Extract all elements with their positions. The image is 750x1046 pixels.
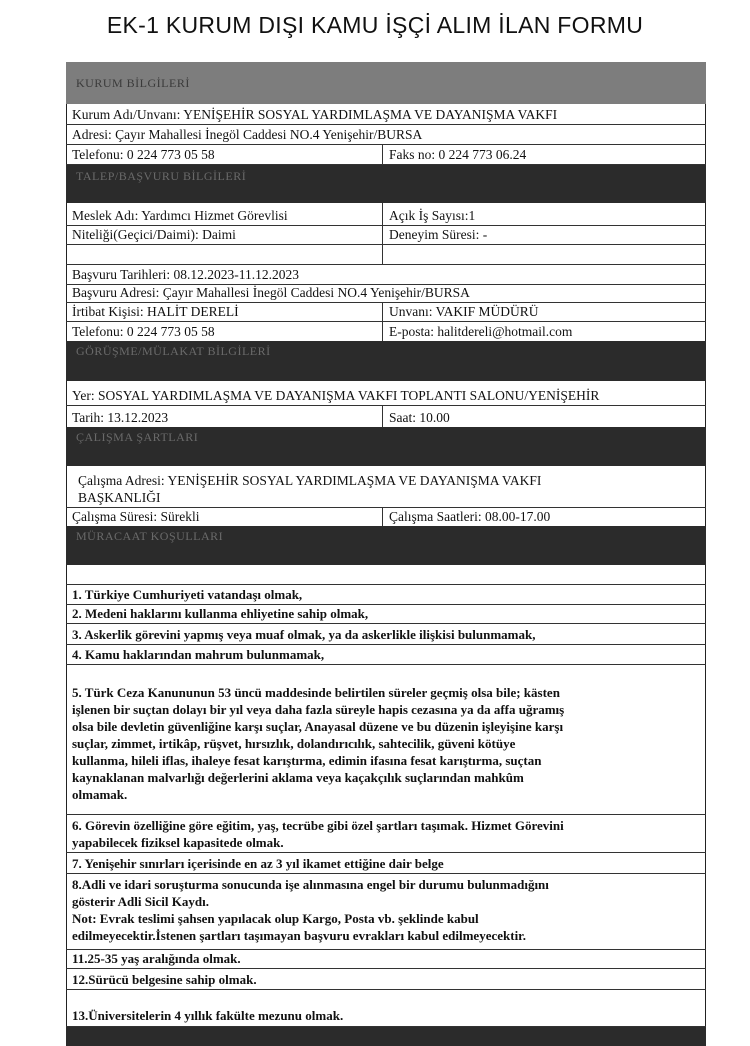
- gorusme-yer-row: [66, 381, 706, 406]
- kosul-8-note: Not: Evrak teslimi şahsen yapılacak olup Kargo, Posta vb. şeklinde kabul: [72, 911, 479, 926]
- kosul-8-text: [72, 876, 549, 944]
- kosul-5-line: kaynaklanan malvarlığı değerlerini aklama veya kaçakçılık suçlarından mahkûm: [72, 770, 524, 785]
- basvuru-telefon: Telefonu: 0 224 773 05 58: [72, 324, 215, 339]
- irtibat-row: [66, 303, 706, 322]
- kurum-faks: Faks no: 0 224 773 06.24: [382, 145, 706, 164]
- calisma-adresi: [66, 466, 706, 507]
- kurum-adi-row: [66, 104, 706, 125]
- niteligi: Niteliği(Geçici/Daimi): Daimi: [72, 227, 236, 242]
- meslek-row: [66, 203, 706, 226]
- section-talep-label: TALEP/BAŞVURU BİLGİLERİ: [76, 169, 247, 183]
- kurum-telefon-row: [66, 145, 706, 165]
- basvuru-adres-row: [66, 285, 706, 303]
- basvuru-adresi: Başvuru Adresi: Çayır Mahallesi İnegöl Caddesi NO.4 Yenişehir/BURSA: [72, 285, 470, 300]
- iletisim-row: [66, 322, 706, 341]
- calisma-adres-row: [66, 466, 706, 508]
- calisma-suresi: Çalışma Süresi: Sürekli: [72, 509, 200, 524]
- kurum-adi: Kurum Adı/Unvanı: YENİŞEHİR SOSYAL YARDIMLAŞMA VE DAYANIŞMA VAKFI: [72, 107, 558, 122]
- empty-cell-left: [66, 245, 382, 264]
- kosul-6-line: yapabilecek fiziksel kapasitede olmak.: [72, 835, 284, 850]
- kurum-adres: Adresi: Çayır Mahallesi İnegöl Caddesi NO.4 Yenişehir/BURSA: [72, 127, 423, 142]
- section-kurum-label: KURUM BİLGİLERİ: [76, 75, 190, 90]
- basvuru-tarihleri: Başvuru Tarihleri: 08.12.2023-11.12.2023: [72, 267, 300, 282]
- section-calisma-label: ÇALIŞMA ŞARTLARI: [76, 430, 199, 444]
- kosul-7: 7. Yenişehir sınırları içerisinde en az 3 yıl ikamet ettiğine dair belge: [66, 853, 706, 874]
- gorusme-yer: Yer: SOSYAL YARDIMLAŞMA VE DAYANIŞMA VAKFI TOPLANTI SALONU/YENİŞEHİR: [72, 388, 600, 403]
- kosul-2: 2. Medeni haklarını kullanma ehliyetine sahip olmak,: [66, 605, 706, 624]
- muracaat-spacer: [66, 565, 706, 585]
- section-muracaat-label: MÜRACAAT KOŞULLARI: [76, 529, 224, 543]
- section-muracaat-header: [66, 526, 706, 565]
- calisma-adresi-line-2: BAŞKANLIĞI: [78, 490, 161, 505]
- kosul-3: 3. Askerlik görevini yapmış veya muaf olmak, ya da askerlikle ilişkisi bulunmamak,: [66, 624, 706, 645]
- kosul-8-line: gösterir Adli Sicil Kaydı.: [72, 894, 209, 909]
- deneyim-suresi: Deneyim Süresi: -: [382, 226, 706, 244]
- kosul-6-line: 6. Görevin özelliğine göre eğitim, yaş, tecrübe gibi özel şartları taşımak. Hizmet Görevini: [72, 818, 564, 833]
- kosul-4: 4. Kamu haklarından mahrum bulunmamak,: [66, 645, 706, 665]
- kosul-5-line: 5. Türk Ceza Kanununun 53 üncü maddesinde belirtilen süreler geçmiş olsa bile; kästen: [72, 685, 560, 700]
- kosul-8-note: edilmeyecektir.İstenen şartları taşımayan başvuru evrakları kabul edilmeyecektir.: [72, 928, 527, 943]
- kosul-5-line: kullanma, hileli iflas, ihaleye fesat karıştırma, edimin ifasına fesat karıştırma, suçtan: [72, 753, 542, 768]
- kosul-1: 1. Türkiye Cumhuriyeti vatandaşı olmak,: [66, 585, 706, 605]
- basvuru-eposta: E-posta: halitdereli@hotmail.com: [382, 322, 706, 341]
- kosul-5-text: [72, 684, 564, 803]
- irtibat-unvan: Unvanı: VAKIF MÜDÜRÜ: [382, 303, 706, 321]
- kosul-6-text: [72, 817, 564, 851]
- gorusme-saat: Saat: 10.00: [382, 406, 706, 427]
- kosul-5-line: işlenen bir suçtan dolayı bir yıl veya daha fazla süreyle hapis cezasına ya da affa uğramış: [72, 702, 565, 717]
- irtibat-kisisi: İrtibat Kişisi: HALİT DERELİ: [72, 304, 239, 319]
- gorusme-tarih: Tarih: 13.12.2023: [72, 410, 169, 425]
- kosul-5-line: suçlar, zimmet, irtikâp, rüşvet, hırsızlık, dolandırıcılık, sahtecilik, güveni kötüye: [72, 736, 516, 751]
- form-title: EK-1 KURUM DIŞI KAMU İŞÇİ ALIM İLAN FORMU: [106, 12, 644, 38]
- empty-row: [66, 245, 706, 265]
- calisma-adresi-line-1: Çalışma Adresi: YENİŞEHİR SOSYAL YARDIMLAŞMA VE DAYANIŞMA VAKFI: [78, 473, 542, 488]
- calisma-saatleri: Çalışma Saatleri: 08.00-17.00: [382, 508, 706, 526]
- section-kurum-header: [66, 62, 706, 104]
- section-calisma-header: [66, 427, 706, 466]
- calisma-sure-row: [66, 508, 706, 526]
- kosul-8-line: 8.Adli ve idari soruşturma sonucunda işe alınmasına engel bir durumu bulunmadığını: [72, 877, 549, 892]
- kosul-6: [66, 815, 706, 853]
- empty-cell-right: [382, 245, 706, 264]
- kosul-11: 11.25-35 yaş aralığında olmak.: [66, 950, 706, 969]
- nitelik-row: [66, 226, 706, 245]
- kurum-telefon: Telefonu: 0 224 773 05 58: [72, 147, 215, 162]
- gorusme-tarih-row: [66, 406, 706, 427]
- kosul-8: [66, 874, 706, 950]
- kosul-5: [66, 665, 706, 815]
- kosul-12: 12.Sürücü belgesine sahip olmak.: [66, 969, 706, 990]
- section-talep-header: [66, 165, 706, 203]
- bottom-bar: [66, 1027, 706, 1046]
- kurum-adres-row: [66, 125, 706, 145]
- basvuru-tarih-row: [66, 265, 706, 285]
- kosul-13: 13.Üniversitelerin 4 yıllık fakülte mezunu olmak.: [66, 990, 706, 1027]
- kosul-5-line: olsa bile devletin güvenliğine karşı suçlar, Anayasal düzene ve bu düzenin işleyişine karşı: [72, 719, 564, 734]
- acik-is-sayisi: Açık İş Sayısı:1: [382, 203, 706, 225]
- meslek-adi: Meslek Adı: Yardımcı Hizmet Görevlisi: [72, 208, 288, 223]
- section-gorusme-label: GÖRÜŞME/MÜLAKAT BİLGİLERİ: [76, 344, 271, 358]
- kosul-5-line: olmamak.: [72, 787, 128, 802]
- section-gorusme-header: [66, 341, 706, 381]
